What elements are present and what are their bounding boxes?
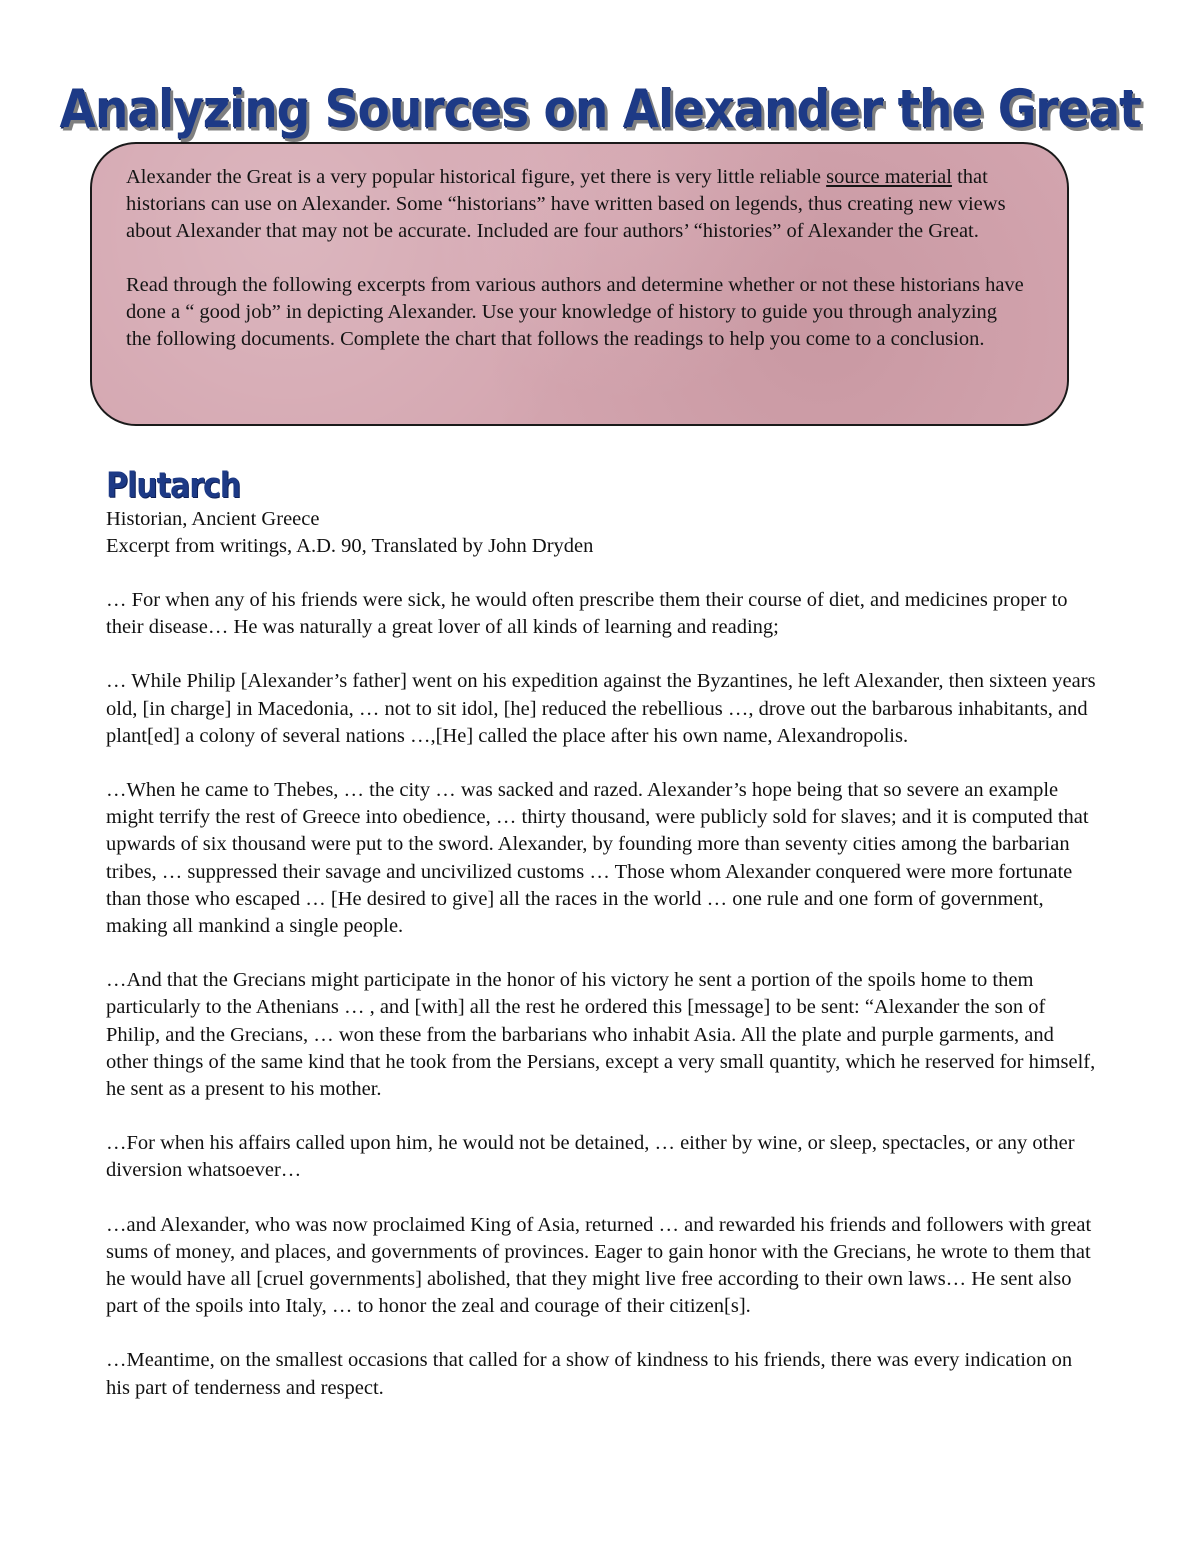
- intro-box: [90, 142, 1069, 426]
- excerpt-paragraph: …When he came to Thebes, … the city … was sacked and razed. Alexander’s hope being that so severe an example might terrify the rest of Greece into obedience, … thirty thousand, were publicly sold for slaves; and it is computed that upwards of six thousand were put to the sword. Alexander, by founding more than seventy cities among the barbarian tribes, … suppressed their savage and uncivilized customs … Those whom Alexander conquered were more fortunate than those who escaped … [He desired to give] all the races in the world … one rule and one form of government, making all mankind a single people.: [106, 779, 1089, 938]
- excerpt-paragraph: … For when any of his friends were sick, he would often prescribe them their course of diet, and medicines proper to their disease… He was naturally a great lover of all kinds of learning and reading;: [106, 589, 1068, 639]
- intro-text-before-link: Alexander the Great is a very popular historical figure, yet there is very little reliable: [126, 166, 827, 188]
- excerpt-paragraph: … While Philip [Alexander’s father] went on his expedition against the Byzantines, he left Alexander, then sixteen years old, [in charge] in Macedonia, … not to sit idol, [he] reduced the rebellious …, drove out the barbarous inhabitants, and plant[ed] a colony of several nations …,[He] called the place after his own name, Alexandropolis.: [106, 670, 1096, 747]
- excerpt-paragraph: …And that the Grecians might participate in the honor of his victory he sent a portion of the spoils home to them particularly to the Athenians … , and [with] all the rest he ordered this [message] to be sent: “Alexander the son of Philip, and the Grecians, … won these from the barbarians who inhabit Asia. All the plate and purple garments, and other things of the same kind that he took from the Persians, except a very small quantity, which he reserved for himself, he sent as a present to his mother.: [106, 969, 1096, 1101]
- excerpt-paragraph: …Meantime, on the smallest occasions that called for a show of kindness to his friends, there was every indication on his part of tenderness and respect.: [106, 1349, 1073, 1399]
- source-detail: Excerpt from writings, A.D. 90, Translated by John Dryden: [106, 535, 594, 557]
- excerpt-list: [106, 587, 1101, 1429]
- intro-text-after-link: that historians can use on Alexander. Some “historians” have written based on legends, thus creating new views about Alexander that may not be accurate. Included are four authors’ “histories” of Alexander the Great.: [126, 166, 1006, 242]
- source-role: Historian, Ancient Greece: [106, 508, 320, 530]
- source-meta: [106, 506, 1106, 560]
- source-heading: Plutarch: [106, 466, 241, 507]
- excerpt-paragraph: …and Alexander, who was now proclaimed King of Asia, returned … and rewarded his friends and followers with great sums of money, and places, and governments of provinces. Eager to gain honor with the Grecians, he wrote to them that he would have all [cruel governments] abolished, that they might live free according to their own laws… He sent also part of the spoils into Italy, … to honor the zeal and courage of their citizen[s].: [106, 1213, 1092, 1318]
- excerpt-paragraph: …For when his affairs called upon him, he would not be detained, … either by wine, or sleep, spectacles, or any other diversion whatsoever…: [106, 1132, 1075, 1182]
- intro-paragraph-2: Read through the following excerpts from various authors and determine whether or not these historians have done a “ good job” in depicting Alexander. Use your knowledge of history to guide you through analyzing the following documents. Complete the chart that follows the readings to help you come to a conclusion.: [126, 274, 1024, 350]
- intro-paragraph-1: [126, 164, 1027, 245]
- page-title: Analyzing Sources on Alexander the Great: [59, 79, 1141, 142]
- source-material-term: source material: [826, 166, 952, 188]
